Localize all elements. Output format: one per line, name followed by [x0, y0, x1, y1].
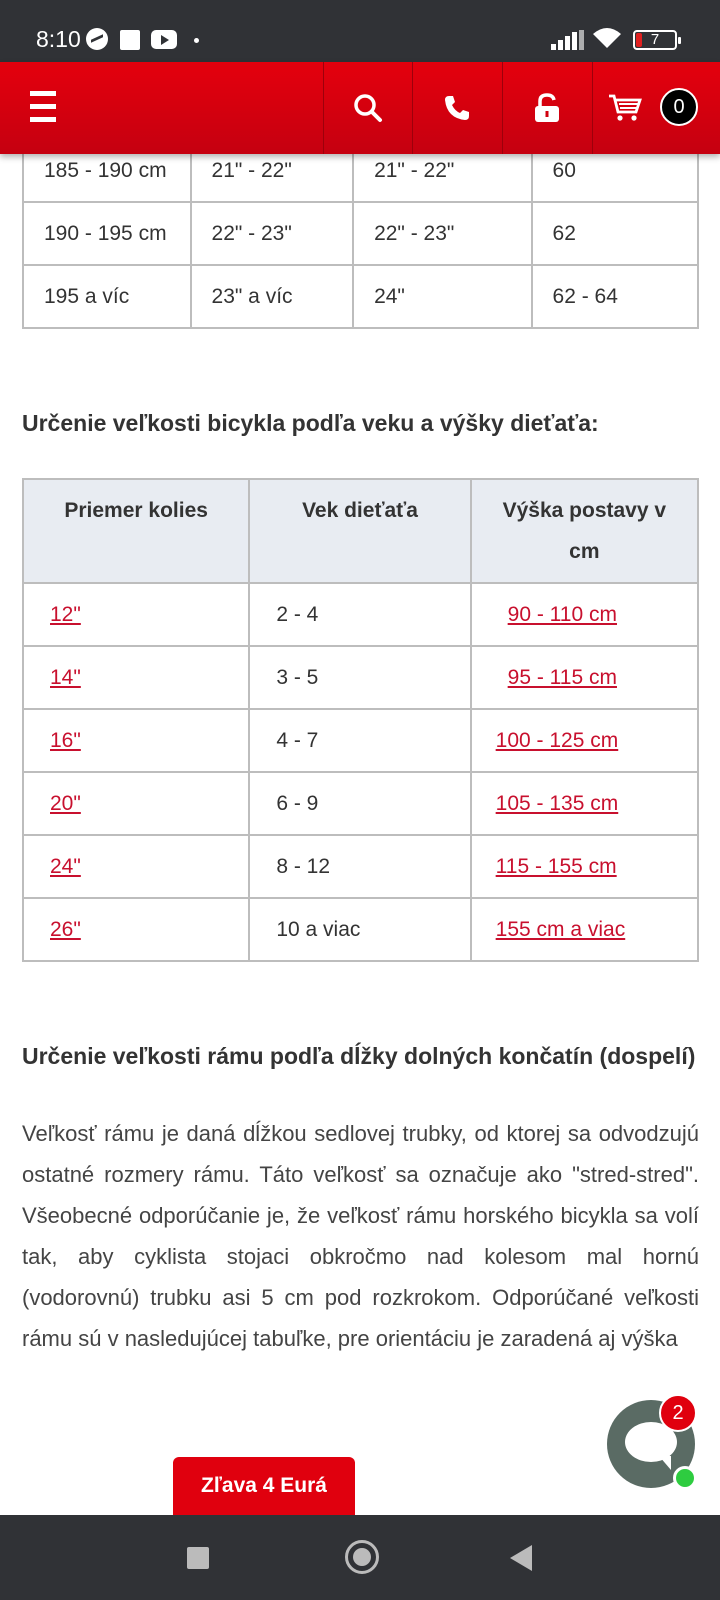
wheel-size-link[interactable]: 26" [50, 918, 81, 941]
chat-button[interactable] [607, 1400, 695, 1488]
signal-icon [551, 30, 585, 50]
wheel-size-cell [23, 835, 249, 898]
age-cell: 6 - 9 [249, 772, 470, 835]
table-cell: 21" - 22" [191, 139, 354, 202]
home-button[interactable] [345, 1540, 379, 1574]
table-cell: 195 a víc [23, 265, 191, 328]
height-range-link[interactable]: 115 - 155 cm [495, 855, 617, 878]
wheel-size-link[interactable]: 20" [50, 792, 81, 815]
height-cell [471, 709, 698, 772]
table-cell: 190 - 195 cm [23, 202, 191, 265]
more-notifications-icon [194, 38, 199, 43]
system-nav-bar [0, 1515, 720, 1600]
height-range-link[interactable]: 90 - 110 cm [507, 603, 617, 626]
recent-apps-button[interactable] [187, 1547, 209, 1569]
height-range-link[interactable]: 95 - 115 cm [507, 666, 617, 689]
notification-square-icon [120, 30, 140, 50]
page-content [22, 138, 699, 1359]
account-button[interactable] [503, 62, 591, 154]
lock-icon [534, 93, 560, 123]
table-header-row [23, 479, 698, 583]
table-row [23, 835, 698, 898]
table-cell: 62 - 64 [532, 265, 698, 328]
height-range-link[interactable]: 105 - 135 cm [495, 792, 619, 815]
wheel-size-link[interactable]: 16" [50, 729, 81, 752]
table-cell: 21" - 22" [353, 139, 531, 202]
age-cell: 3 - 5 [249, 646, 470, 709]
youtube-icon [151, 30, 177, 49]
search-icon [353, 93, 383, 123]
status-bar [0, 0, 720, 62]
table-cell: 62 [532, 202, 698, 265]
table-cell: 22" - 23" [353, 202, 531, 265]
height-range-link[interactable]: 155 cm a viac [495, 918, 626, 941]
call-button[interactable] [413, 62, 501, 154]
back-button[interactable] [510, 1545, 532, 1571]
frame-section-heading: Určenie veľkosti rámu podľa dĺžky dolných končatín (dospelí) [22, 1043, 696, 1069]
height-cell [471, 898, 698, 961]
height-cell [471, 646, 698, 709]
wheel-size-link[interactable]: 24" [50, 855, 81, 878]
kids-section-heading: Určenie veľkosti bicykla podľa veku a výšky dieťaťa: [22, 410, 599, 436]
frame-size-table [22, 138, 699, 329]
hamburger-icon [30, 91, 56, 96]
column-header-height: Výška postavy v cm [471, 479, 698, 583]
table-cell: 22" - 23" [191, 202, 354, 265]
wheel-size-cell [23, 772, 249, 835]
online-status-icon [673, 1466, 697, 1490]
age-cell: 2 - 4 [249, 583, 470, 646]
table-row [23, 265, 698, 328]
phone-icon [443, 94, 471, 122]
table-row [23, 709, 698, 772]
cart-count-badge[interactable]: 0 [660, 88, 698, 126]
table-row [23, 583, 698, 646]
wheel-size-link[interactable]: 14" [50, 666, 81, 689]
table-row [23, 772, 698, 835]
frame-section-paragraph: Veľkosť rámu je daná dĺžkou sedlovej trubky, od ktorej sa odvodzujú ostatné rozmery rámu. Táto veľkosť sa označuje ako "stred-stred". Všeobecné odporúčanie je, že veľkosť rámu horského bicykla sa volí tak, aby cyklista stojaci obkročmo nad kolesom mal hornú (vodorovnú) trubku asi 5 cm pod rozkrokom. Odporúčané veľkosti rámu sú v nasledujúcej tabuľke, pre orientáciu je zaradená aj výška [22, 1121, 699, 1351]
status-time: 8:10 [36, 26, 81, 52]
cart-button[interactable] [600, 62, 650, 154]
battery-level: 7 [650, 31, 660, 48]
chat-unread-badge: 2 [659, 1394, 697, 1432]
search-button[interactable] [324, 62, 412, 154]
wifi-icon [592, 26, 622, 50]
column-header-wheel: Priemer kolies [23, 479, 249, 583]
age-cell: 10 a viac [249, 898, 470, 961]
height-cell [471, 583, 698, 646]
table-cell: 24" [353, 265, 531, 328]
column-header-age: Vek dieťaťa [249, 479, 470, 583]
table-cell: 60 [532, 139, 698, 202]
table-cell: 185 - 190 cm [23, 139, 191, 202]
wheel-size-cell [23, 646, 249, 709]
wheel-size-cell [23, 898, 249, 961]
height-cell [471, 772, 698, 835]
wheel-size-link[interactable]: 12" [50, 603, 81, 626]
height-range-link[interactable]: 100 - 125 cm [495, 729, 619, 752]
cart-icon [608, 93, 642, 123]
discount-promo-button[interactable]: Zľava 4 Eurá [173, 1457, 355, 1515]
age-cell: 8 - 12 [249, 835, 470, 898]
messenger-icon [86, 28, 108, 50]
age-cell: 4 - 7 [249, 709, 470, 772]
wheel-size-cell [23, 583, 249, 646]
battery-icon [633, 30, 677, 50]
table-cell: 23" a víc [191, 265, 354, 328]
table-row [23, 202, 698, 265]
table-row [23, 898, 698, 961]
site-header [0, 62, 720, 154]
kids-size-table [22, 478, 699, 962]
table-row [23, 646, 698, 709]
wheel-size-cell [23, 709, 249, 772]
menu-button[interactable] [22, 62, 66, 154]
height-cell [471, 835, 698, 898]
